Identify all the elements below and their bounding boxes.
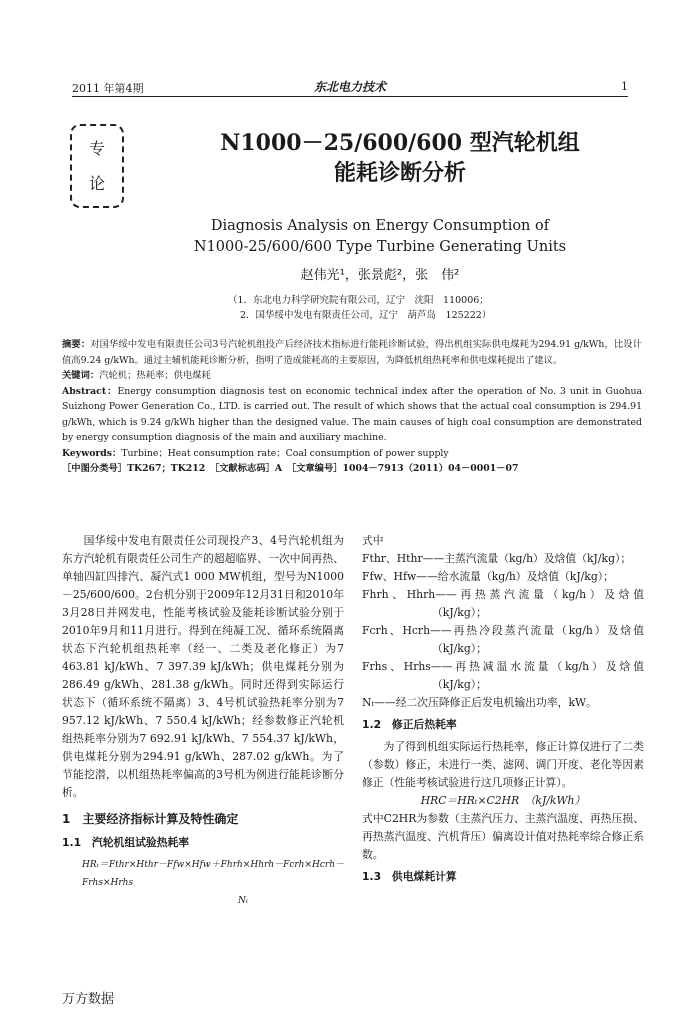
definition-item: Fcrh、Hcrh——再热冷段蒸汽流量（kg/h）及焓值（kJ/kg）；	[362, 624, 644, 655]
section-1-heading: 1 主要经济指标计算及特性确定	[62, 812, 239, 826]
section-1-3-heading: 1.3 供电煤耗计算	[362, 870, 457, 883]
abstract-block	[62, 337, 642, 477]
definition-item: Frhs、Hrhs——再热减温水流量（kg/h）及焓值（kJ/kg）；	[362, 660, 644, 691]
where-label: 式中	[362, 534, 384, 547]
keywords-label: 关键词：	[62, 370, 100, 381]
intro-paragraph: 国华绥中发电有限责任公司现投产3、4号汽轮机组为东方汽轮机有限责任公司生产的超超临界、一次中间再热、单轴四缸四排汽、凝汽式1 000 MW机组，型号为N1000－25/600/600。2台机分别于2009年12月31日和2010年3月28日并网发电，性能考核试验及能耗诊断试验分别于2010年9月和11月进行。得到在纯凝工况、循环系统隔离状态下汽轮机组热耗率（经一、二类及老化修正）为7 463.81 kJ/kWh、7 397.39 kJ/kWh；供电煤耗分别为286.49 g/kWh、281.38 g/kWh。同时还得到实际运行状态下（循环系统不隔离）3、4号机试验热耗率分别为7 957.12 kJ/kWh、7 550.4 kJ/kWh；经参数修正汽轮机组热耗率分别为7 692.91 kJ/kWh、7 554.37 kJ/kWh，供电煤耗分别为294.91 g/kWh、287.02 g/kWh。为了节能挖潜，以机组热耗率偏高的3号机为例进行能耗诊断分析。	[62, 534, 344, 799]
section-1-2-paragraph: 为了得到机组实际运行热耗率，修正计算仅进行了二类（参数）修正，未进行一类、滤网、调门开度、老化等因素修正（性能考核试验进行这几项修正计算）。	[362, 740, 644, 789]
right-column	[362, 532, 644, 890]
classification-line: ［中图分类号］TK267；TK212 ［文献标志码］A ［文章编号］1004－7913（2011）04－0001－07	[62, 463, 519, 474]
en-abstract-label: Abstract：	[62, 385, 118, 397]
badge-char-2: 论	[88, 174, 105, 193]
issue-label: 2011 年第4期	[72, 82, 144, 95]
footer-watermark: 万方数据	[62, 992, 115, 1007]
en-title-line-1: Diagnosis Analysis on Energy Consumption of	[210, 218, 550, 234]
formula-numerator: HRₜ＝Fthr×Hthr－Ffw×Hfw＋Fhrh×Hhrh－Fcrh×Hcrh－Frhs×Hrhs	[82, 860, 344, 888]
column-badge	[70, 124, 124, 208]
definition-item: Ffw、Hfw——给水流量（kg/h）及焓值（kJ/kg）；	[362, 570, 614, 583]
affiliation-1: （1．东北电力科学研究院有限公司，辽宁 沈阳 110006；	[228, 295, 489, 306]
section-1-2-heading: 1.2 修正后热耗率	[362, 718, 457, 731]
page-number: 1	[621, 80, 628, 93]
badge-char-1: 专	[88, 139, 105, 158]
corrected-heat-rate-formula: HRC＝HRₜ×C2HR （kJ/kWh）	[420, 794, 586, 807]
abstract-text: 对国华绥中发电有限责任公司3号汽轮机组投产后经济技术指标进行能耗诊断试验，得出机组实际供电煤耗为294.91 g/kWh，比设计值高9.24 g/kWh。通过主辅机能耗诊断分析，指明了造成能耗高的主要原因，为降低机组热耗率和供电煤耗提出了建议。	[62, 339, 642, 366]
symbol-definitions	[362, 550, 644, 712]
keywords-text: 汽轮机；热耗率；供电煤耗	[99, 370, 211, 381]
definition-item: Fhrh、Hhrh——再热蒸汽流量（kg/h）及焓值（kJ/kg）；	[362, 588, 644, 619]
affiliations	[228, 293, 668, 323]
en-keywords-label: Keywords：	[62, 447, 122, 459]
article-title	[180, 128, 620, 188]
definition-item: Fthr、Hthr——主蒸汽流量（kg/h）及焓值（kJ/kg）；	[362, 552, 632, 565]
english-title	[100, 216, 660, 258]
en-abstract-text: Energy consumption diagnosis test on economic technical index after the operation of No. 3 unit in Guohua Suizhong Power Generation Co., LTD. is carried out. The result of which shows that the actual coal consumption is 294.91 g/kWh, which is 9.24 g/kWh higher than the designed value. The main causes of high coal consumption are demonstrated by energy consumption diagnosis of the main and auxiliary machine.	[62, 385, 643, 443]
abstract-label: 摘要：	[62, 339, 91, 350]
section-1-2-paragraph-2: 式中C2HR为参数（主蒸汽压力、主蒸汽温度、再热压损、再热蒸汽温度、汽机背压）偏离设计值对热耗率综合修正系数。	[362, 812, 644, 861]
title-line-2: 能耗诊断分析	[333, 160, 466, 186]
running-header	[72, 80, 628, 97]
journal-name: 东北电力技术	[313, 80, 386, 94]
heat-rate-formula	[62, 856, 344, 910]
formula-denominator: Nₜ	[237, 896, 249, 906]
authors: 赵伟光¹，张景彪²，张 伟²	[300, 268, 460, 283]
section-1-1-heading: 1.1 汽轮机组试验热耗率	[62, 836, 190, 849]
title-line-1: N1000－25/600/600 型汽轮机组	[220, 130, 580, 156]
en-keywords-text: Turbine；Heat consumption rate；Coal consumption of power supply	[121, 447, 449, 459]
left-column	[62, 532, 344, 910]
affiliation-2: 2．国华绥中发电有限责任公司，辽宁 葫芦岛 125222）	[240, 310, 492, 321]
en-title-line-2: N1000-25/600/600 Type Turbine Generating Units	[193, 239, 567, 255]
definition-item: Nₜ——经二次压降修正后发电机输出功率，kW。	[362, 696, 597, 709]
